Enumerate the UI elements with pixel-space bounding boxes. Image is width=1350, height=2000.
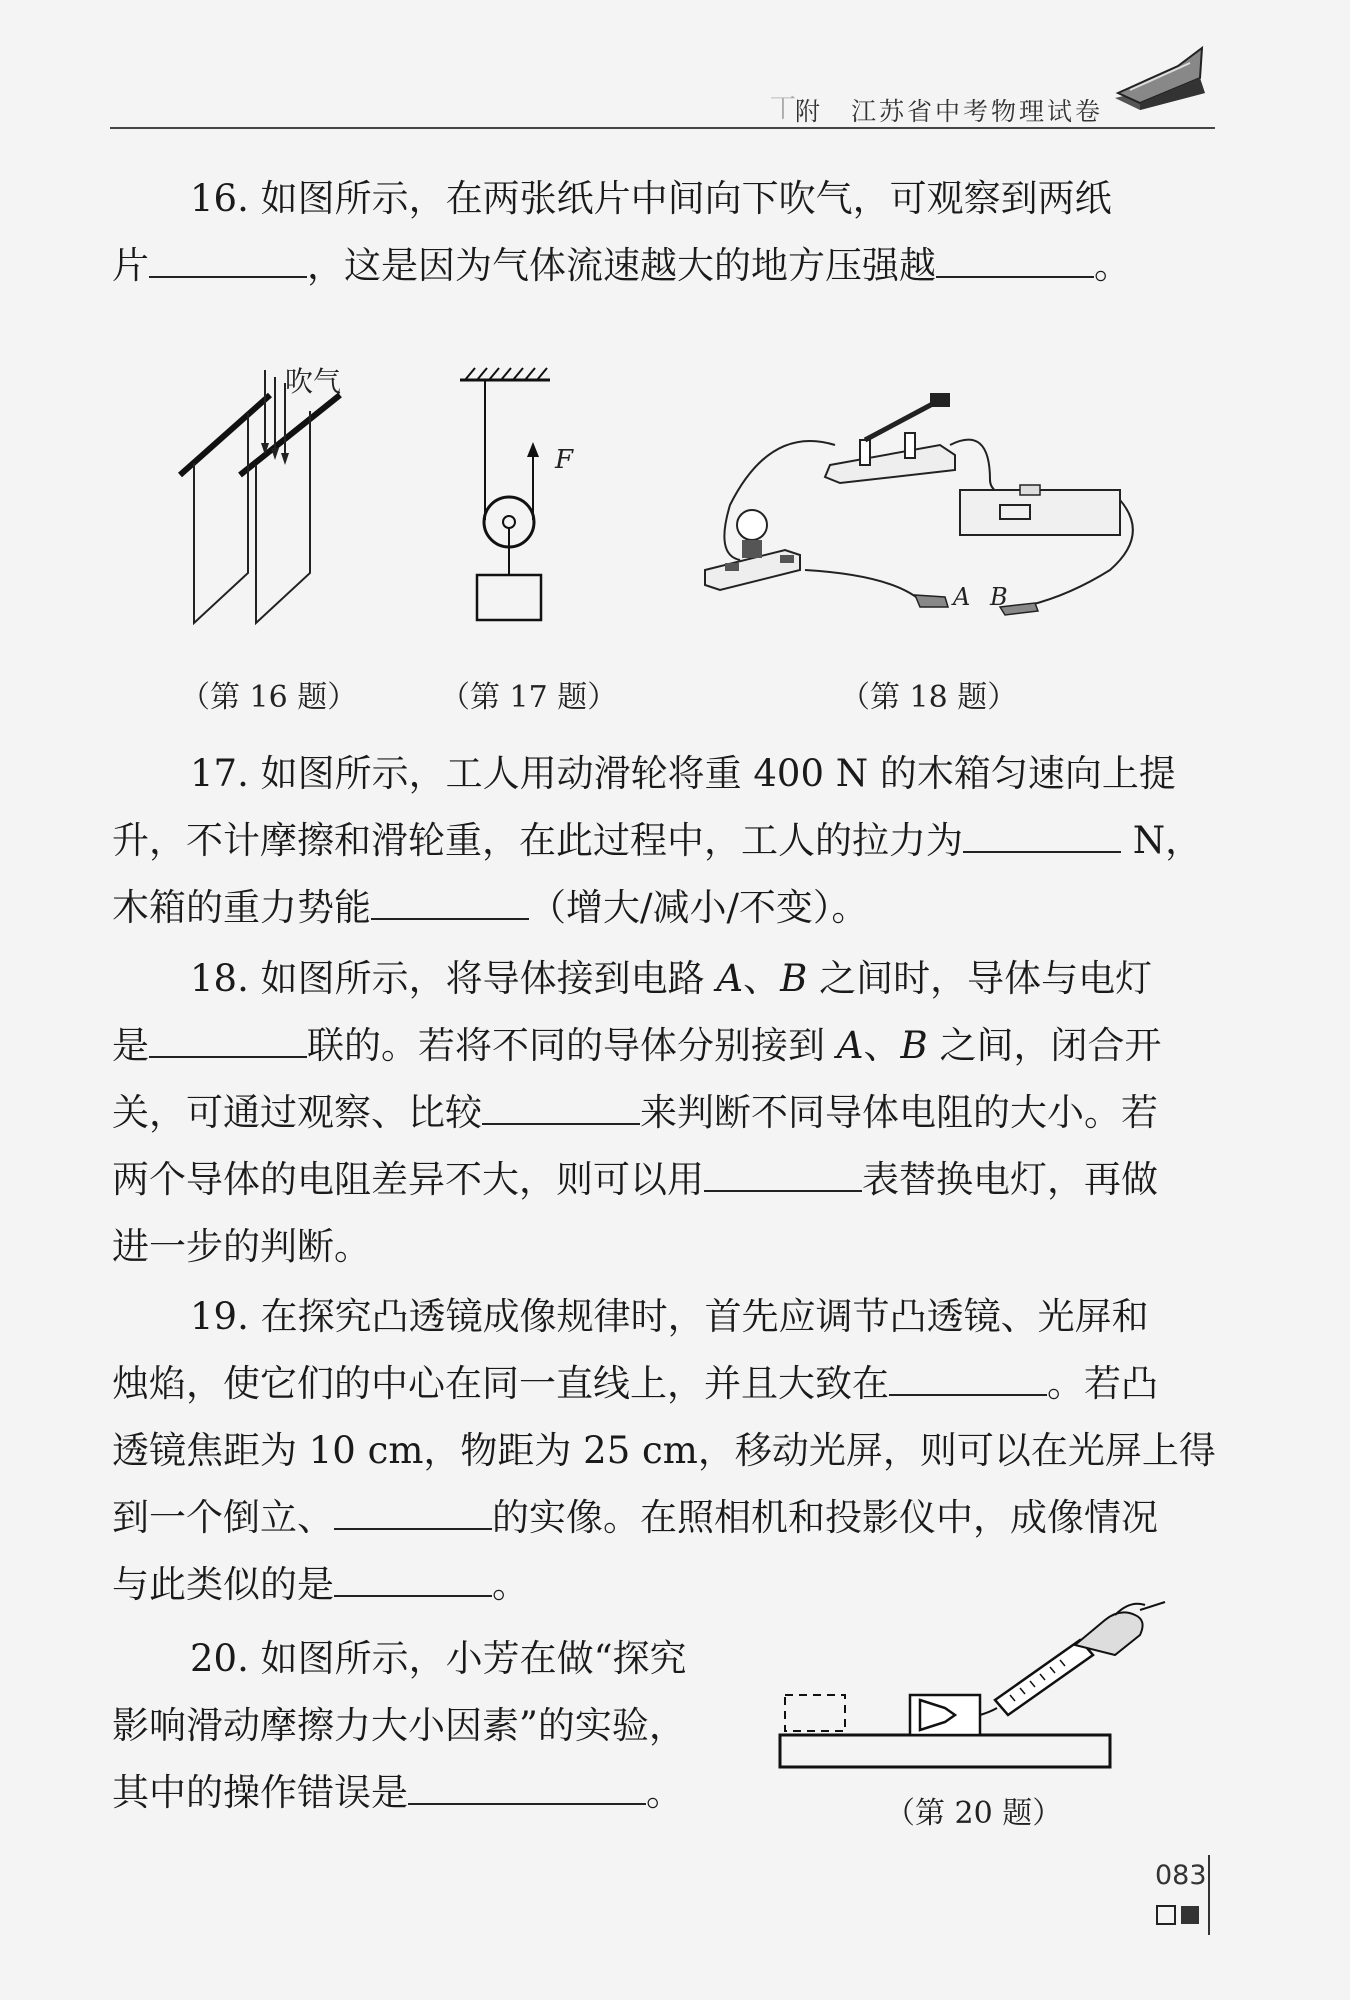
caption-18: （第 18 题）	[840, 680, 1018, 715]
q17-line1: 17. 如图所示，工人用动滑轮将重 400 N 的木箱匀速向上提	[190, 752, 1176, 795]
q19-text: 。若凸	[1047, 1362, 1158, 1405]
answer-blank[interactable]	[371, 884, 529, 920]
q17-text: （增大/减小/不变）。	[529, 886, 869, 929]
answer-blank[interactable]	[482, 1089, 640, 1125]
question-19	[112, 1283, 1218, 1618]
answer-blank[interactable]	[704, 1156, 862, 1192]
q19-text: 到一个倒立、	[112, 1496, 334, 1539]
q16-text: ，这是因为气体流速越大的地方压强越	[307, 244, 936, 287]
q17-text: 木箱的重力势能	[112, 886, 371, 929]
q20-text: 其中的操作错误是	[112, 1771, 408, 1814]
q18-text: 之间，闭合开	[927, 1024, 1162, 1067]
q18-text: 之间时，导体与电灯	[807, 957, 1153, 1000]
answer-blank[interactable]	[149, 242, 307, 278]
figure-17-pulley	[455, 360, 595, 640]
answer-blank[interactable]	[936, 242, 1094, 278]
caption-16: （第 16 题）	[180, 680, 358, 715]
q16-line1: 16. 如图所示，在两张纸片中间向下吹气，可观察到两纸	[190, 177, 1112, 220]
q18-text: 两个导体的电阻差异不大，则可以用	[112, 1158, 704, 1201]
q18-text: 、	[863, 1024, 901, 1067]
q17-text: N，	[1121, 819, 1203, 862]
header-rule	[110, 127, 1215, 129]
q18-text: B	[780, 957, 808, 1000]
q18-text: 关，可通过观察、比较	[112, 1091, 482, 1134]
q19-text: 透镜焦距为 10 cm，物距为 25 cm，移动光屏，则可以在光屏上得	[112, 1429, 1216, 1472]
answer-blank[interactable]	[889, 1360, 1047, 1396]
q18-text: 表替换电灯，再做	[862, 1158, 1158, 1201]
q18-text: 是	[112, 1024, 149, 1067]
page-marker-icon	[1155, 1903, 1205, 1927]
question-20	[112, 1625, 752, 1826]
q17-text: 升，不计摩擦和滑轮重，在此过程中，工人的拉力为	[112, 819, 963, 862]
question-16	[112, 165, 1218, 299]
terminal-a-label: A	[953, 583, 971, 611]
q19-text: 与此类似的是	[112, 1563, 334, 1606]
q20-line1: 20. 如图所示，小芳在做“探究	[190, 1637, 687, 1680]
terminal-b-label: B	[990, 583, 1008, 611]
header-title: 附 江苏省中考物理试卷	[795, 97, 1104, 126]
q18-text: 、	[743, 957, 781, 1000]
figure-17-label: F	[555, 445, 574, 475]
answer-blank[interactable]	[334, 1494, 492, 1530]
q19-line1: 19. 在探究凸透镜成像规律时，首先应调节凸透镜、光屏和	[190, 1295, 1149, 1338]
figure-16-label: 吹气	[285, 365, 342, 398]
answer-blank[interactable]	[408, 1769, 646, 1805]
q20-text: 影响滑动摩擦力大小因素”的实验，	[112, 1704, 686, 1747]
answer-blank[interactable]	[334, 1561, 492, 1597]
q19-text: 的实像。在照相机和投影仪中，成像情况	[492, 1496, 1158, 1539]
q20-text: 。	[646, 1771, 683, 1814]
q18-text: 18. 如图所示，将导体接到电路	[190, 957, 717, 1000]
q18-text: A	[836, 1024, 864, 1067]
q18-text: 进一步的判断。	[112, 1225, 371, 1268]
figure-18-circuit	[690, 385, 1150, 645]
page-number: 083	[1155, 1860, 1207, 1891]
q16-text: 。	[1094, 244, 1131, 287]
q18-text: B	[900, 1024, 928, 1067]
header-mark: 丅	[770, 94, 797, 124]
q19-text: 烛焰，使它们的中心在同一直线上，并且大致在	[112, 1362, 889, 1405]
q18-text: 来判断不同导体电阻的大小。若	[640, 1091, 1158, 1134]
caption-20: （第 20 题）	[885, 1796, 1063, 1831]
page-number-rule	[1208, 1855, 1210, 1935]
question-17	[112, 740, 1218, 941]
q18-text: 联的。若将不同的导体分别接到	[307, 1024, 837, 1067]
q19-text: 。	[492, 1563, 529, 1606]
answer-blank[interactable]	[149, 1022, 307, 1058]
book-icon	[1110, 38, 1210, 118]
q16-text: 片	[112, 244, 149, 287]
figure-20-friction-setup	[775, 1600, 1175, 1775]
question-18	[112, 945, 1218, 1280]
answer-blank[interactable]	[963, 817, 1121, 853]
caption-17: （第 17 题）	[440, 680, 618, 715]
q18-text: A	[716, 957, 744, 1000]
